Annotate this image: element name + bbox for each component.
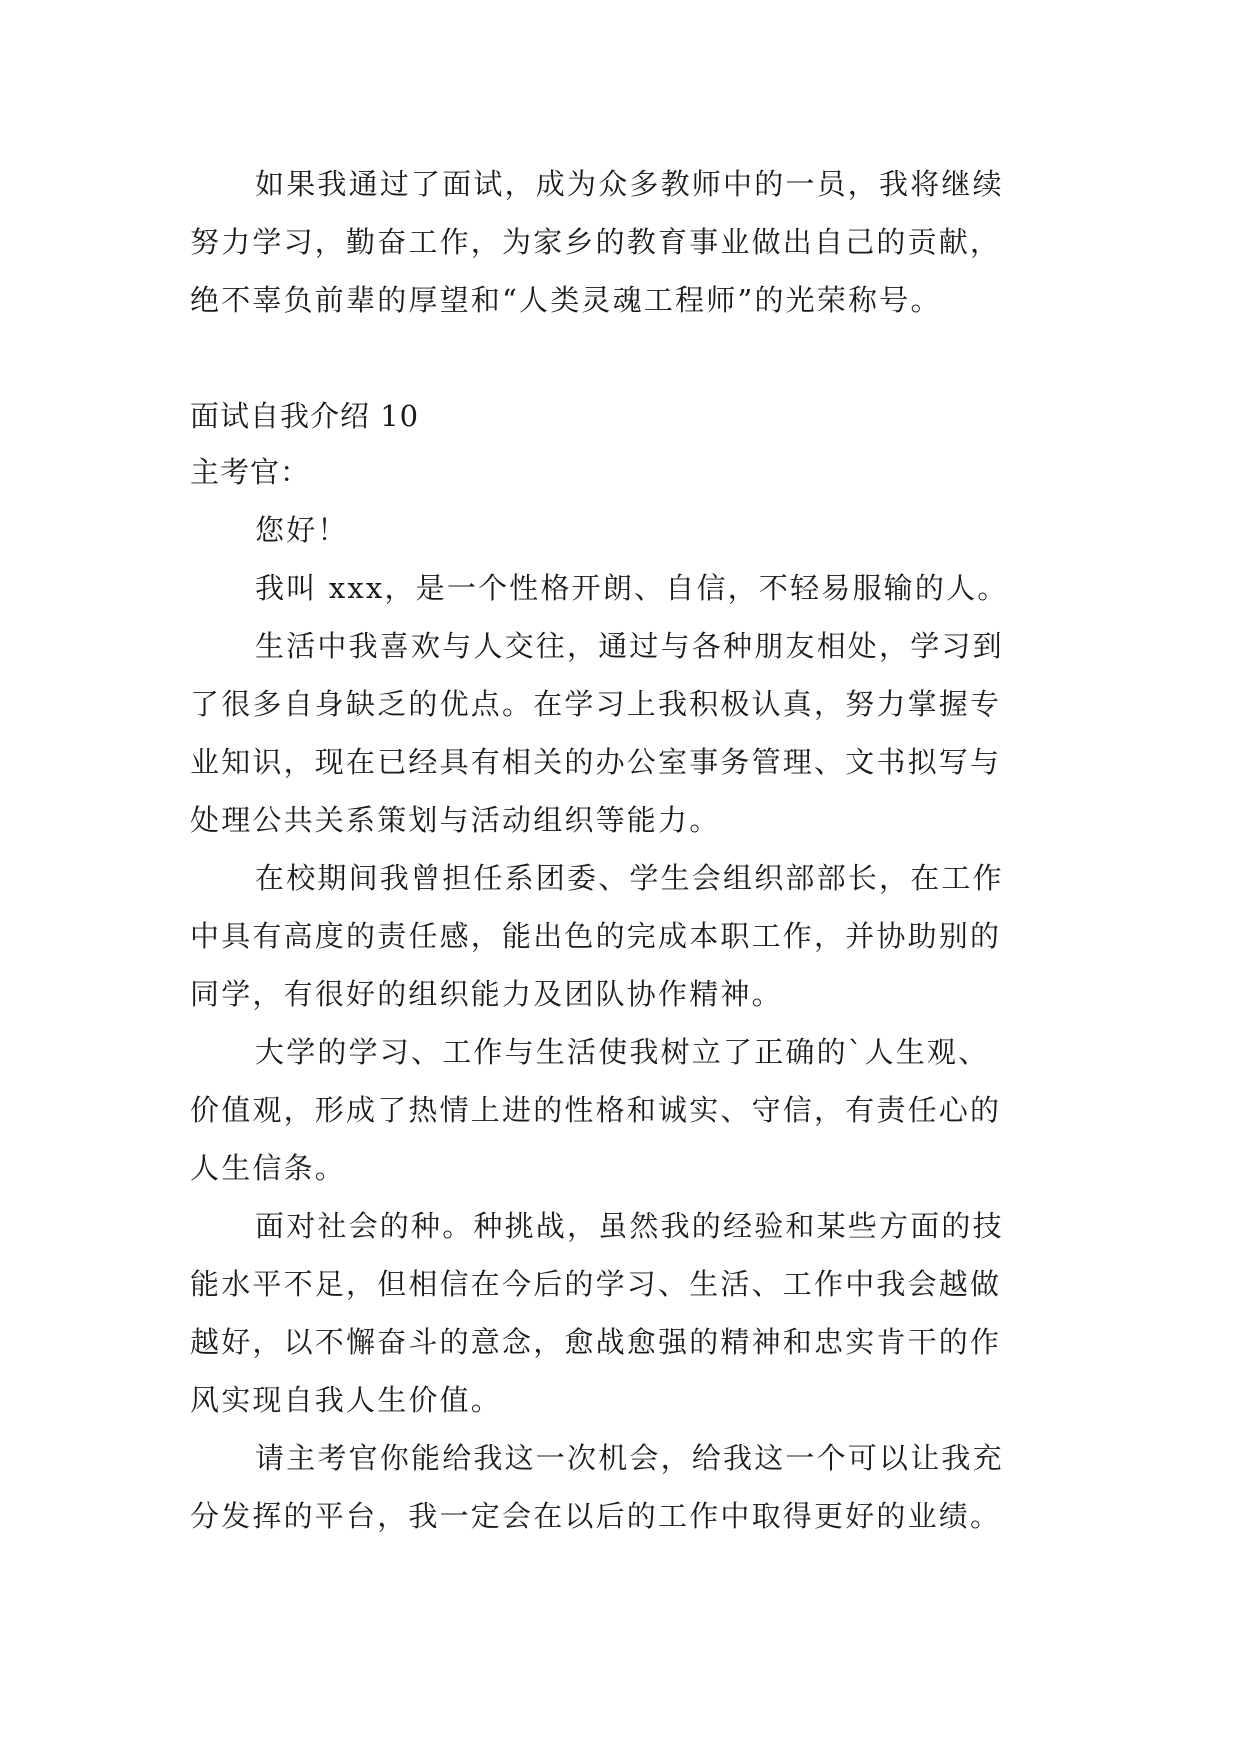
text-line: 努力学习，勤奋工作，为家乡的教育事业做出自己的贡献， bbox=[190, 225, 1002, 259]
text-line: 业知识，现在已经具有相关的办公室事务管理、文书拟写与 bbox=[190, 745, 1002, 779]
section-heading: 面试自我介绍 10 bbox=[190, 399, 420, 433]
text-line: 中具有高度的责任感，能出色的完成本职工作，并协助别的 bbox=[190, 919, 1002, 953]
greeting: 您好！ bbox=[255, 513, 349, 547]
text-line: 处理公共关系策划与活动组织等能力。 bbox=[190, 803, 721, 837]
text-line: 在校期间我曾担任系团委、学生会组织部部长，在工作 bbox=[255, 861, 1004, 895]
text-line: 如果我通过了面试，成为众多教师中的一员，我将继续 bbox=[255, 167, 1004, 201]
text-line: 了很多自身缺乏的优点。在学习上我积极认真，努力掌握专 bbox=[190, 687, 1002, 721]
text-line: 风实现自我人生价值。 bbox=[190, 1383, 503, 1417]
text-line: 绝不辜负前辈的厚望和“人类灵魂工程师”的光荣称号。 bbox=[190, 283, 942, 317]
text-line: 请主考官你能给我这一次机会，给我这一个可以让我充 bbox=[255, 1441, 1004, 1475]
salutation: 主考官： bbox=[190, 455, 311, 489]
text-line: 我叫 xxx，是一个性格开朗、自信，不轻易服输的人。 bbox=[255, 571, 1009, 605]
text-line: 面对社会的种。种挑战，虽然我的经验和某些方面的技 bbox=[255, 1209, 1004, 1243]
text-line: 同学，有很好的组织能力及团队协作精神。 bbox=[190, 977, 783, 1011]
text-line: 能水平不足，但相信在今后的学习、生活、工作中我会越做 bbox=[190, 1267, 1002, 1301]
text-line: 分发挥的平台，我一定会在以后的工作中取得更好的业绩。 bbox=[190, 1499, 1002, 1533]
text-line: 价值观，形成了热情上进的性格和诚实、守信，有责任心的 bbox=[190, 1093, 1002, 1127]
text-line: 人生信条。 bbox=[190, 1151, 347, 1185]
text-line: 生活中我喜欢与人交往，通过与各种朋友相处，学习到 bbox=[255, 629, 1004, 663]
text-line: 越好，以不懈奋斗的意念，愈战愈强的精神和忠实肯干的作 bbox=[190, 1325, 1002, 1359]
text-line: 大学的学习、工作与生活使我树立了正确的`人生观、 bbox=[255, 1035, 990, 1069]
